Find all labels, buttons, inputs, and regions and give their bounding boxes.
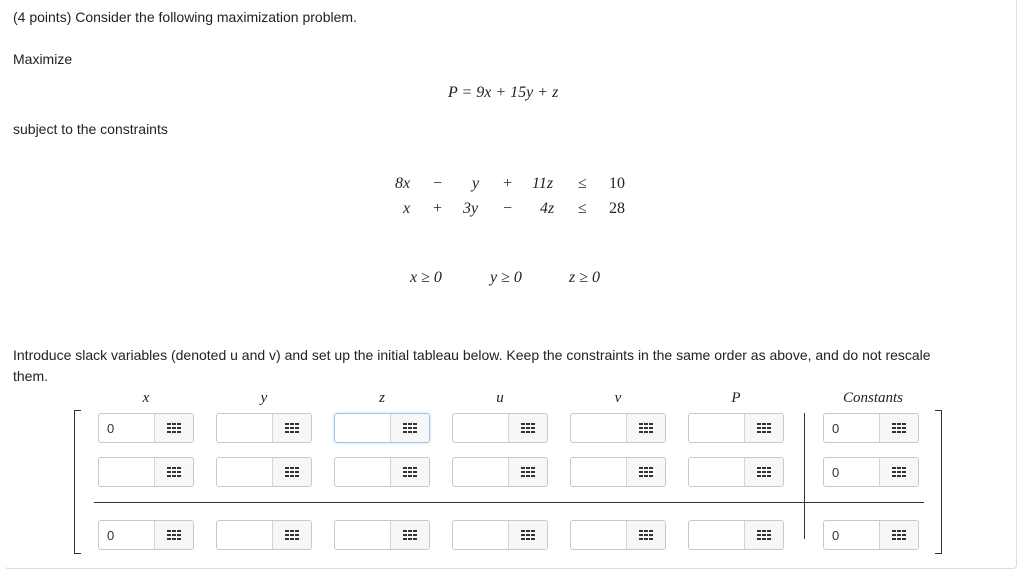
- tableau-cell-r2-p: [688, 457, 784, 487]
- tableau-cell-r1-x: [98, 413, 194, 443]
- keypad-icon[interactable]: [626, 414, 665, 442]
- keypad-icon[interactable]: [154, 521, 193, 549]
- tableau-input-r1-p[interactable]: [689, 414, 746, 442]
- constraint-2-op2: −: [503, 200, 513, 217]
- keypad-icon[interactable]: [154, 458, 193, 486]
- tableau-input-r1-v[interactable]: [571, 414, 628, 442]
- matrix-left-bracket: [74, 410, 81, 554]
- keypad-icon[interactable]: [272, 414, 311, 442]
- tableau-cell-r2-u: [452, 457, 548, 487]
- column-header-p: P: [731, 390, 741, 406]
- keypad-icon[interactable]: [508, 414, 547, 442]
- nonneg-y: y ≥ 0: [490, 269, 522, 286]
- tableau-input-r3-x[interactable]: 0: [107, 528, 115, 543]
- keypad-icon[interactable]: [744, 458, 783, 486]
- tableau-input-r2-u[interactable]: [453, 458, 510, 486]
- tableau-cell-r3-u: [452, 520, 548, 550]
- column-header-v: v: [614, 390, 622, 406]
- constraint-1-term-x: 8x: [395, 175, 411, 192]
- tableau-cell-r1-p: [688, 413, 784, 443]
- tableau-cell-r1-constants: [823, 413, 919, 443]
- constraint-2-term-z: 4z: [540, 200, 555, 217]
- tableau-input-r3-y[interactable]: [217, 521, 274, 549]
- tableau-input-r1-u[interactable]: [453, 414, 510, 442]
- tableau-cell-r2-v: [570, 457, 666, 487]
- tableau-input-r3-constants[interactable]: 0: [832, 528, 840, 543]
- keypad-icon[interactable]: [272, 458, 311, 486]
- constraint-1-term-y: y: [472, 175, 480, 192]
- tableau-cell-r2-y: [216, 457, 312, 487]
- problem-title: (4 points) Consider the following maximization problem.: [13, 9, 357, 25]
- keypad-icon[interactable]: [390, 521, 429, 549]
- column-header-z: z: [379, 390, 385, 406]
- keypad-icon[interactable]: [744, 414, 783, 442]
- keypad-icon[interactable]: [744, 521, 783, 549]
- constants-column-divider: [804, 413, 805, 539]
- tableau-cell-r1-v: [570, 413, 666, 443]
- column-header-y: y: [260, 390, 268, 406]
- constraints-label: subject to the constraints: [13, 121, 168, 137]
- tableau-input-r2-v[interactable]: [571, 458, 628, 486]
- matrix-right-bracket: [935, 410, 942, 554]
- nonneg-x: x ≥ 0: [410, 269, 442, 286]
- nonneg-z: z ≥ 0: [569, 269, 601, 286]
- keypad-icon[interactable]: [154, 414, 193, 442]
- tableau-input-r3-p[interactable]: [689, 521, 746, 549]
- constraint-2-rhs: 28: [609, 200, 625, 217]
- keypad-icon[interactable]: [626, 458, 665, 486]
- constraint-2-term-y: 3y: [463, 200, 479, 217]
- keypad-icon[interactable]: [390, 458, 429, 486]
- tableau-cell-r3-y: [216, 520, 312, 550]
- tableau-cell-r1-y: [216, 413, 312, 443]
- keypad-icon[interactable]: [879, 414, 918, 442]
- tableau-input-r1-z[interactable]: [335, 414, 392, 442]
- keypad-icon[interactable]: [879, 521, 918, 549]
- constraint-1-op1: −: [433, 175, 443, 192]
- keypad-icon[interactable]: [508, 458, 547, 486]
- tableau-input-r1-constants[interactable]: 0: [832, 421, 840, 436]
- constraint-2-relation: ≤: [578, 200, 587, 217]
- keypad-icon[interactable]: [879, 458, 918, 486]
- tableau-input-r2-z[interactable]: [335, 458, 392, 486]
- tableau-cell-r2-constants: [823, 457, 919, 487]
- column-header-x: x: [142, 390, 150, 406]
- tableau-input-r2-p[interactable]: [689, 458, 746, 486]
- instructions-line-2: them.: [13, 368, 49, 384]
- objective-function: P = 9x + 15y + z: [448, 84, 559, 101]
- tableau-cell-r3-p: [688, 520, 784, 550]
- constraint-1-op2: +: [503, 175, 513, 192]
- keypad-icon[interactable]: [272, 521, 311, 549]
- constraint-1-rhs: 10: [609, 175, 625, 192]
- tableau-input-r3-v[interactable]: [571, 521, 628, 549]
- constraint-2-term-x: x: [403, 200, 411, 217]
- constraint-2-op1: +: [433, 200, 443, 217]
- constraint-1-relation: ≤: [578, 175, 587, 192]
- tableau-input-r1-x[interactable]: 0: [107, 421, 115, 436]
- tableau-cell-r2-x: [98, 457, 194, 487]
- keypad-icon[interactable]: [508, 521, 547, 549]
- tableau-input-r2-y[interactable]: [217, 458, 274, 486]
- constraint-1-term-z: 11z: [532, 175, 554, 192]
- tableau-cell-r1-z: [334, 413, 430, 443]
- tableau-input-r1-y[interactable]: [217, 414, 274, 442]
- keypad-icon[interactable]: [390, 414, 429, 442]
- tableau-cell-r2-z: [334, 457, 430, 487]
- tableau-input-r3-u[interactable]: [453, 521, 510, 549]
- column-header-u: u: [496, 390, 504, 406]
- tableau-cell-r3-constants: [823, 520, 919, 550]
- tableau-input-r2-x[interactable]: [99, 458, 156, 486]
- tableau-cell-r1-u: [452, 413, 548, 443]
- tableau-cell-r3-x: [98, 520, 194, 550]
- objective-row-divider: [94, 502, 924, 503]
- tableau-input-r2-constants[interactable]: 0: [832, 465, 840, 480]
- tableau-cell-r3-z: [334, 520, 430, 550]
- tableau-input-r3-z[interactable]: [335, 521, 392, 549]
- column-header-constants: Constants: [842, 390, 903, 406]
- keypad-icon[interactable]: [626, 521, 665, 549]
- tableau-cell-r3-v: [570, 520, 666, 550]
- maximize-label: Maximize: [13, 51, 73, 67]
- instructions-line-1: Introduce slack variables (denoted u and v) and set up the initial tableau below. Keep the constraints in the same order as above, and do not rescale: [13, 347, 931, 363]
